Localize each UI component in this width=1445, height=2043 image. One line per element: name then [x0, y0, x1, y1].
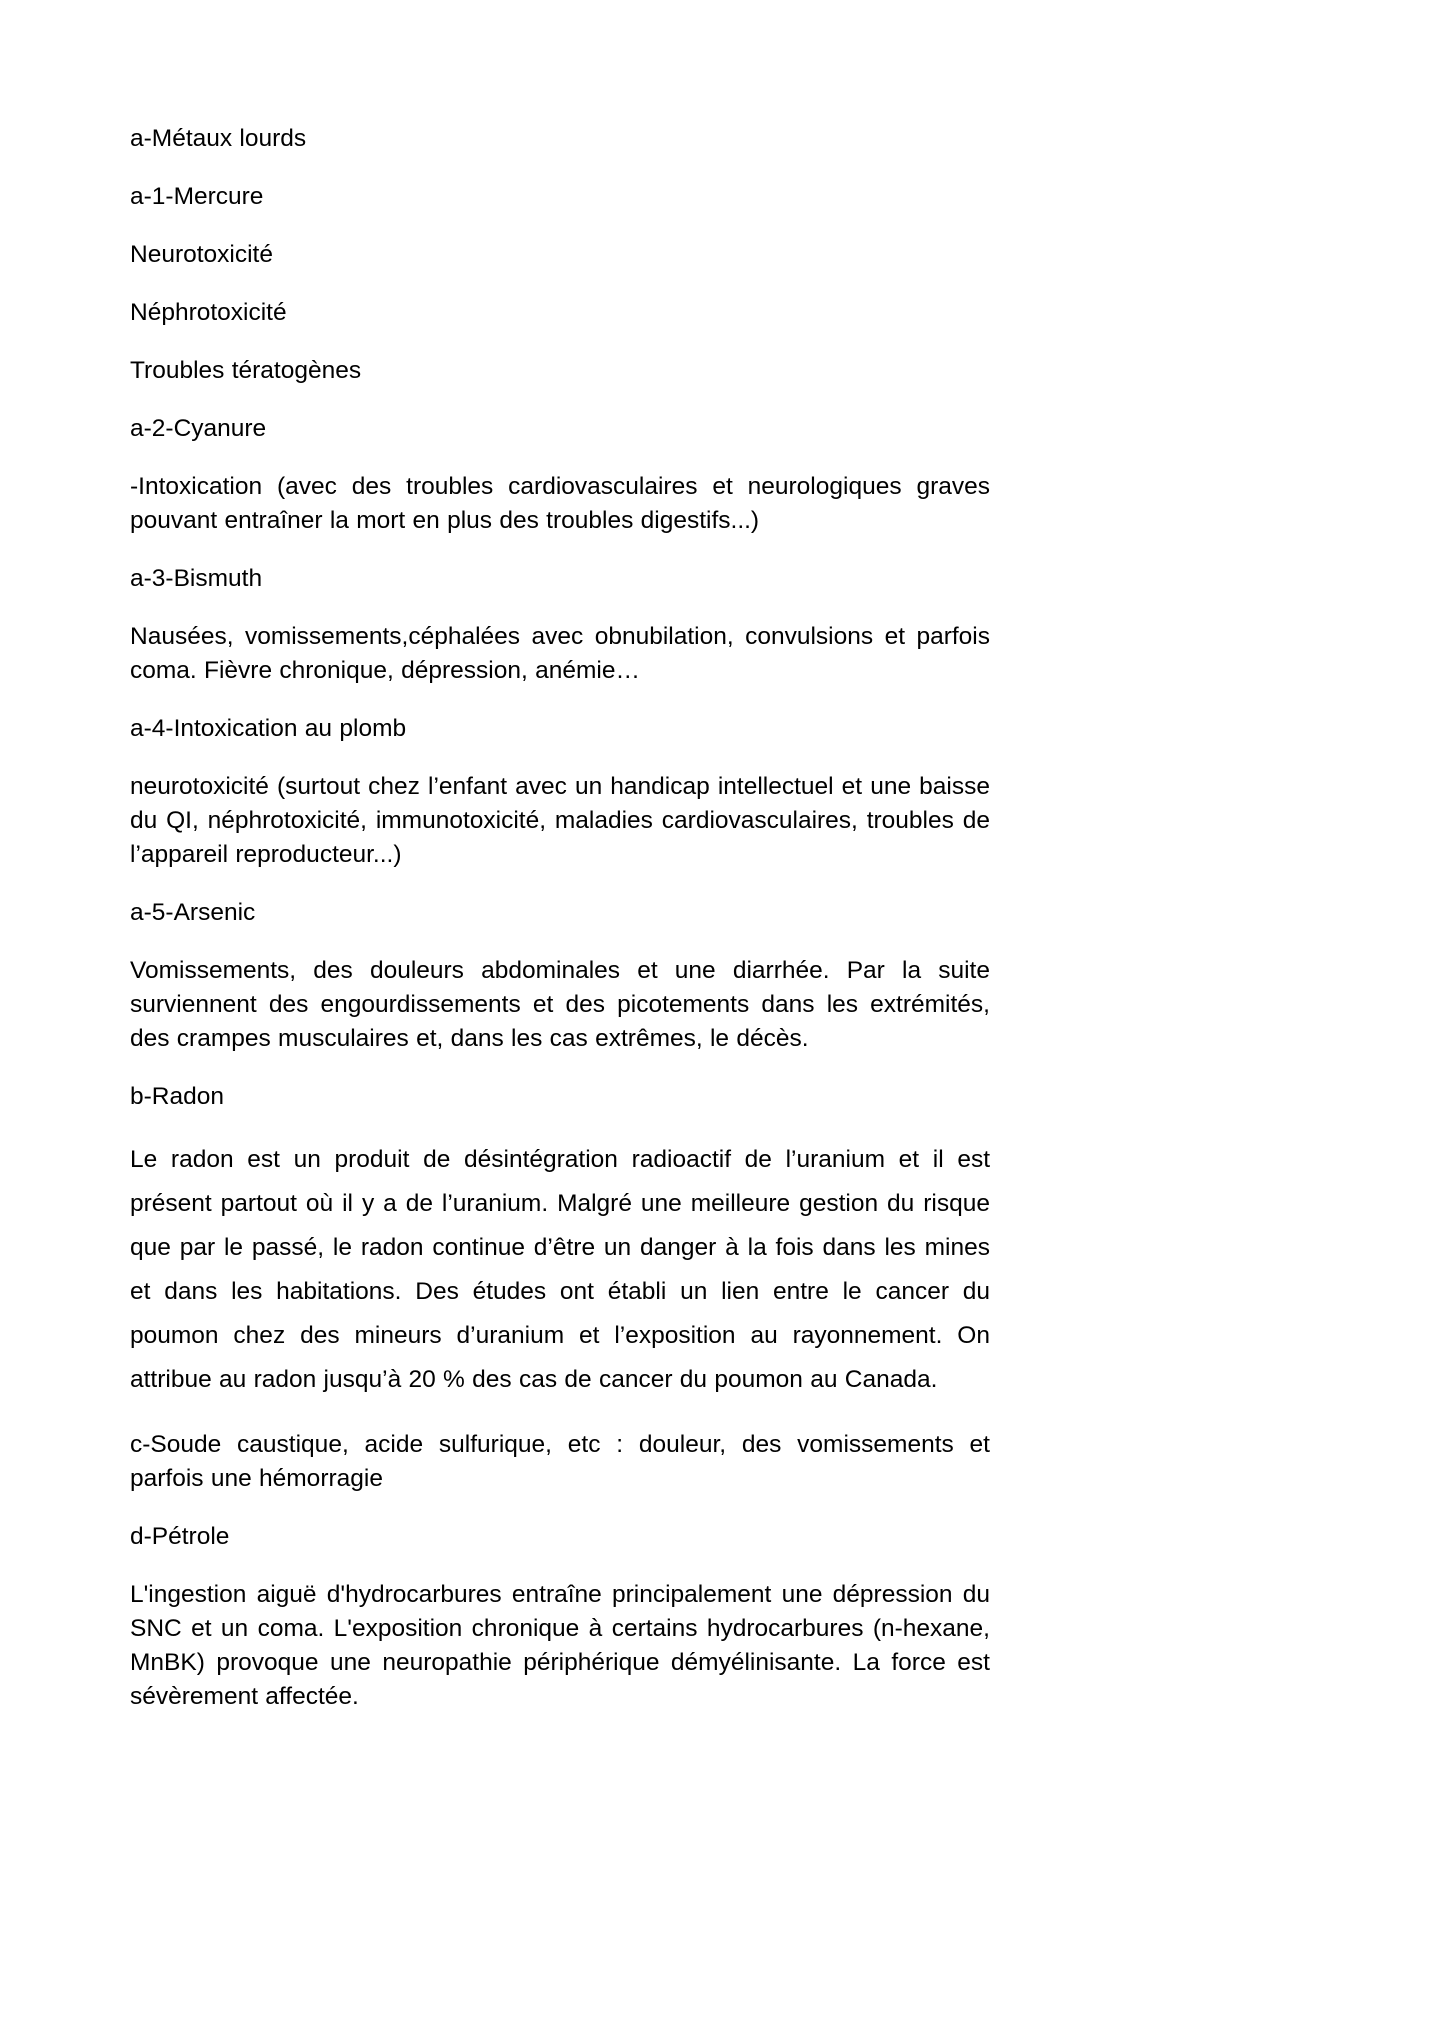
- heading-mercure: a-1-Mercure: [130, 183, 264, 210]
- heading-radon: b-Radon: [130, 1083, 224, 1110]
- heading-metaux-lourds: a-Métaux lourds: [130, 125, 307, 152]
- paragraph-cyanure-intoxication: -Intoxication (avec des troubles cardiovasculaires et neurologiques graves pouvant entraîner la mort en plus des troubles digestifs...): [130, 473, 990, 534]
- heading-bismuth: a-3-Bismuth: [130, 565, 263, 592]
- heading-arsenic: a-5-Arsenic: [130, 899, 256, 926]
- paragraph-soude-caustique: c-Soude caustique, acide sulfurique, etc : douleur, des vomissements et parfois une hémorragie: [130, 1431, 990, 1492]
- heading-petrole: d-Pétrole: [130, 1523, 230, 1550]
- paragraph-petrole-effets: L'ingestion aiguë d'hydrocarbures entraîne principalement une dépression du SNC et un coma. L'exposition chronique à certains hydrocarbures (n-hexane, MnBK) provoque une neuropathie périphérique démyélinisante. La force est sévèrement affectée.: [130, 1581, 990, 1710]
- heading-cyanure: a-2-Cyanure: [130, 415, 267, 442]
- paragraph-arsenic-symptomes: Vomissements, des douleurs abdominales et une diarrhée. Par la suite surviennent des engourdissements et des picotements dans les extrémités, des crampes musculaires et, dans les cas extrêmes, le décès.: [130, 957, 990, 1052]
- paragraph-plomb-effets: neurotoxicité (surtout chez l’enfant avec un handicap intellectuel et une baisse du QI, néphrotoxicité, immunotoxicité, maladies cardiovasculaires, troubles de l’appareil reproducteur...): [130, 773, 990, 868]
- heading-intoxication-plomb: a-4-Intoxication au plomb: [130, 715, 407, 742]
- paragraph-bismuth-symptomes: Nausées, vomissements,céphalées avec obnubilation, convulsions et parfois coma. Fièvre chronique, dépression, anémie…: [130, 623, 990, 684]
- item-troubles-teratogenes: Troubles tératogènes: [130, 357, 362, 384]
- paragraph-radon-description: Le radon est un produit de désintégration radioactif de l’uranium et il est présent partout où il y a de l’uranium. Malgré une meilleure gestion du risque que par le passé, le radon continue d’être un danger à la fois dans les mines et dans les habitations. Des études ont établi un lien entre le cancer du poumon chez des mineurs d’uranium et l’exposition au rayonnement. On attribue au radon jusqu’à 20 % des cas de cancer du poumon au Canada.: [130, 1146, 990, 1393]
- document-body: [130, 122, 990, 1738]
- item-neurotoxicite: Neurotoxicité: [130, 241, 273, 268]
- item-nephrotoxicite: Néphrotoxicité: [130, 299, 287, 326]
